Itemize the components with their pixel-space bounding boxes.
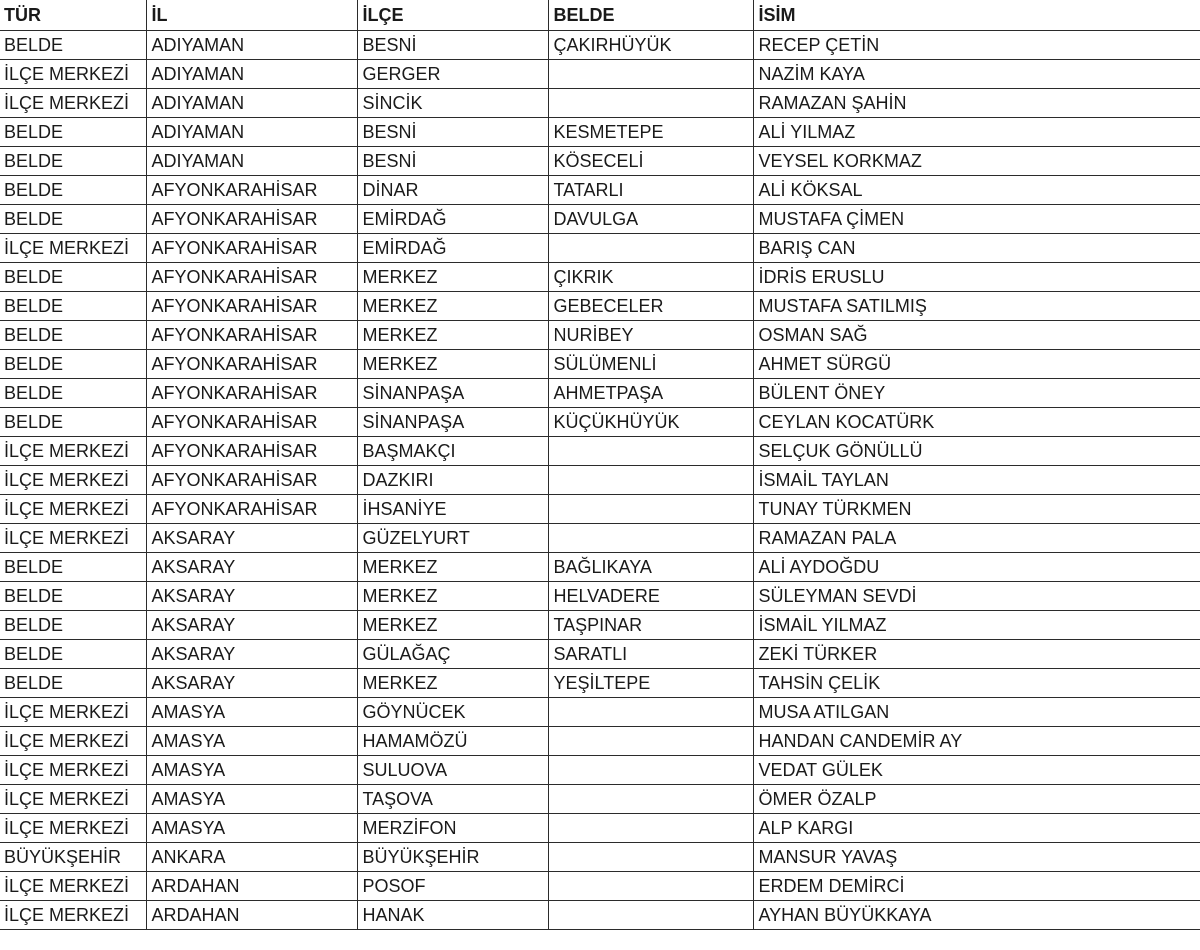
cell-tur: BELDE bbox=[0, 262, 146, 291]
cell-il: ARDAHAN bbox=[146, 871, 357, 900]
cell-tur: BÜYÜKŞEHİR bbox=[0, 842, 146, 871]
cell-ilce: DİNAR bbox=[357, 175, 548, 204]
cell-isim: TUNAY TÜRKMEN bbox=[753, 494, 1200, 523]
table-row bbox=[0, 146, 1200, 175]
cell-tur: BELDE bbox=[0, 175, 146, 204]
cell-ilce: SİNANPAŞA bbox=[357, 378, 548, 407]
cell-tur: İLÇE MERKEZİ bbox=[0, 784, 146, 813]
column-header-belde: BELDE bbox=[548, 0, 753, 30]
cell-belde bbox=[548, 59, 753, 88]
cell-isim: VEYSEL KORKMAZ bbox=[753, 146, 1200, 175]
cell-isim: MUSA ATILGAN bbox=[753, 697, 1200, 726]
cell-ilce: GERGER bbox=[357, 59, 548, 88]
cell-tur: BELDE bbox=[0, 668, 146, 697]
table-row bbox=[0, 175, 1200, 204]
cell-il: AKSARAY bbox=[146, 581, 357, 610]
cell-tur: İLÇE MERKEZİ bbox=[0, 900, 146, 929]
cell-il: ADIYAMAN bbox=[146, 30, 357, 59]
cell-tur: İLÇE MERKEZİ bbox=[0, 755, 146, 784]
table-row bbox=[0, 465, 1200, 494]
cell-il: AMASYA bbox=[146, 813, 357, 842]
column-header-il: İL bbox=[146, 0, 357, 30]
cell-ilce: GÜLAĞAÇ bbox=[357, 639, 548, 668]
column-header-ilce: İLÇE bbox=[357, 0, 548, 30]
cell-belde: KESMETEPE bbox=[548, 117, 753, 146]
header-row bbox=[0, 0, 1200, 30]
cell-il: AFYONKARAHİSAR bbox=[146, 233, 357, 262]
cell-il: AFYONKARAHİSAR bbox=[146, 407, 357, 436]
cell-isim: MANSUR YAVAŞ bbox=[753, 842, 1200, 871]
cell-ilce: MERKEZ bbox=[357, 291, 548, 320]
cell-tur: İLÇE MERKEZİ bbox=[0, 726, 146, 755]
table-header bbox=[0, 0, 1200, 30]
cell-il: AMASYA bbox=[146, 755, 357, 784]
cell-il: AFYONKARAHİSAR bbox=[146, 291, 357, 320]
cell-belde: AHMETPAŞA bbox=[548, 378, 753, 407]
cell-isim: İDRİS ERUSLU bbox=[753, 262, 1200, 291]
table-row bbox=[0, 697, 1200, 726]
cell-belde: ÇIKRIK bbox=[548, 262, 753, 291]
cell-belde bbox=[548, 784, 753, 813]
cell-il: ADIYAMAN bbox=[146, 117, 357, 146]
cell-ilce: EMİRDAĞ bbox=[357, 233, 548, 262]
cell-belde bbox=[548, 900, 753, 929]
cell-isim: RAMAZAN PALA bbox=[753, 523, 1200, 552]
cell-il: AMASYA bbox=[146, 726, 357, 755]
cell-isim: AHMET SÜRGÜ bbox=[753, 349, 1200, 378]
cell-ilce: BESNİ bbox=[357, 146, 548, 175]
cell-tur: İLÇE MERKEZİ bbox=[0, 494, 146, 523]
cell-tur: İLÇE MERKEZİ bbox=[0, 523, 146, 552]
table-row bbox=[0, 871, 1200, 900]
table-row bbox=[0, 900, 1200, 929]
cell-il: AFYONKARAHİSAR bbox=[146, 465, 357, 494]
cell-tur: İLÇE MERKEZİ bbox=[0, 813, 146, 842]
table-row bbox=[0, 755, 1200, 784]
table-row bbox=[0, 291, 1200, 320]
cell-isim: HANDAN CANDEMİR AY bbox=[753, 726, 1200, 755]
cell-ilce: BESNİ bbox=[357, 117, 548, 146]
cell-tur: İLÇE MERKEZİ bbox=[0, 88, 146, 117]
table-row bbox=[0, 726, 1200, 755]
cell-belde bbox=[548, 871, 753, 900]
cell-il: AFYONKARAHİSAR bbox=[146, 262, 357, 291]
cell-il: AMASYA bbox=[146, 784, 357, 813]
cell-isim: ÖMER ÖZALP bbox=[753, 784, 1200, 813]
table-row bbox=[0, 639, 1200, 668]
cell-il: ADIYAMAN bbox=[146, 146, 357, 175]
cell-il: AKSARAY bbox=[146, 639, 357, 668]
cell-belde: KÜÇÜKHÜYÜK bbox=[548, 407, 753, 436]
cell-il: ADIYAMAN bbox=[146, 59, 357, 88]
cell-isim: İSMAİL YILMAZ bbox=[753, 610, 1200, 639]
cell-tur: BELDE bbox=[0, 146, 146, 175]
cell-isim: NAZİM KAYA bbox=[753, 59, 1200, 88]
cell-isim: MUSTAFA SATILMIŞ bbox=[753, 291, 1200, 320]
cell-tur: BELDE bbox=[0, 30, 146, 59]
table-row bbox=[0, 523, 1200, 552]
cell-belde bbox=[548, 233, 753, 262]
cell-tur: İLÇE MERKEZİ bbox=[0, 465, 146, 494]
cell-belde: NURİBEY bbox=[548, 320, 753, 349]
cell-belde: TATARLI bbox=[548, 175, 753, 204]
cell-isim: ALİ KÖKSAL bbox=[753, 175, 1200, 204]
table-row bbox=[0, 407, 1200, 436]
cell-il: ANKARA bbox=[146, 842, 357, 871]
cell-il: ARDAHAN bbox=[146, 900, 357, 929]
cell-tur: BELDE bbox=[0, 117, 146, 146]
table-row bbox=[0, 610, 1200, 639]
table-row bbox=[0, 784, 1200, 813]
cell-tur: İLÇE MERKEZİ bbox=[0, 697, 146, 726]
cell-isim: VEDAT GÜLEK bbox=[753, 755, 1200, 784]
table-row bbox=[0, 30, 1200, 59]
cell-tur: BELDE bbox=[0, 320, 146, 349]
column-header-isim: İSİM bbox=[753, 0, 1200, 30]
cell-ilce: SULUOVA bbox=[357, 755, 548, 784]
cell-ilce: MERKEZ bbox=[357, 581, 548, 610]
cell-isim: SELÇUK GÖNÜLLÜ bbox=[753, 436, 1200, 465]
cell-isim: ALİ AYDOĞDU bbox=[753, 552, 1200, 581]
cell-tur: BELDE bbox=[0, 639, 146, 668]
cell-tur: BELDE bbox=[0, 204, 146, 233]
cell-isim: RECEP ÇETİN bbox=[753, 30, 1200, 59]
table-row bbox=[0, 117, 1200, 146]
cell-belde: BAĞLIKAYA bbox=[548, 552, 753, 581]
cell-il: AKSARAY bbox=[146, 523, 357, 552]
cell-ilce: DAZKIRI bbox=[357, 465, 548, 494]
cell-tur: İLÇE MERKEZİ bbox=[0, 59, 146, 88]
column-header-tur: TÜR bbox=[0, 0, 146, 30]
table-row bbox=[0, 668, 1200, 697]
cell-ilce: MERKEZ bbox=[357, 552, 548, 581]
cell-il: AFYONKARAHİSAR bbox=[146, 175, 357, 204]
cell-isim: MUSTAFA ÇİMEN bbox=[753, 204, 1200, 233]
cell-belde bbox=[548, 523, 753, 552]
cell-belde: ÇAKIRHÜYÜK bbox=[548, 30, 753, 59]
cell-ilce: HANAK bbox=[357, 900, 548, 929]
cell-belde: HELVADERE bbox=[548, 581, 753, 610]
cell-belde bbox=[548, 436, 753, 465]
cell-tur: BELDE bbox=[0, 581, 146, 610]
table-row bbox=[0, 378, 1200, 407]
table-row bbox=[0, 552, 1200, 581]
cell-isim: ALİ YILMAZ bbox=[753, 117, 1200, 146]
cell-belde bbox=[548, 726, 753, 755]
cell-ilce: BESNİ bbox=[357, 30, 548, 59]
cell-isim: ZEKİ TÜRKER bbox=[753, 639, 1200, 668]
cell-isim: ERDEM DEMİRCİ bbox=[753, 871, 1200, 900]
table-row bbox=[0, 813, 1200, 842]
table-row bbox=[0, 59, 1200, 88]
cell-ilce: MERZİFON bbox=[357, 813, 548, 842]
table-row bbox=[0, 842, 1200, 871]
cell-ilce: GÜZELYURT bbox=[357, 523, 548, 552]
cell-il: AFYONKARAHİSAR bbox=[146, 320, 357, 349]
cell-isim: İSMAİL TAYLAN bbox=[753, 465, 1200, 494]
cell-belde: KÖSECELİ bbox=[548, 146, 753, 175]
cell-il: AFYONKARAHİSAR bbox=[146, 494, 357, 523]
cell-tur: BELDE bbox=[0, 407, 146, 436]
cell-belde bbox=[548, 494, 753, 523]
cell-belde: SÜLÜMENLİ bbox=[548, 349, 753, 378]
cell-belde: YEŞİLTEPE bbox=[548, 668, 753, 697]
cell-il: AFYONKARAHİSAR bbox=[146, 378, 357, 407]
cell-belde bbox=[548, 465, 753, 494]
cell-il: AKSARAY bbox=[146, 552, 357, 581]
cell-ilce: BÜYÜKŞEHİR bbox=[357, 842, 548, 871]
cell-belde bbox=[548, 697, 753, 726]
cell-tur: BELDE bbox=[0, 552, 146, 581]
cell-ilce: MERKEZ bbox=[357, 668, 548, 697]
cell-il: AKSARAY bbox=[146, 668, 357, 697]
cell-tur: BELDE bbox=[0, 378, 146, 407]
cell-belde bbox=[548, 755, 753, 784]
table-row bbox=[0, 320, 1200, 349]
cell-isim: TAHSİN ÇELİK bbox=[753, 668, 1200, 697]
cell-isim: OSMAN SAĞ bbox=[753, 320, 1200, 349]
cell-ilce: TAŞOVA bbox=[357, 784, 548, 813]
cell-il: AFYONKARAHİSAR bbox=[146, 436, 357, 465]
cell-belde bbox=[548, 88, 753, 117]
cell-ilce: İHSANİYE bbox=[357, 494, 548, 523]
cell-tur: İLÇE MERKEZİ bbox=[0, 233, 146, 262]
cell-isim: AYHAN BÜYÜKKAYA bbox=[753, 900, 1200, 929]
cell-ilce: HAMAMÖZÜ bbox=[357, 726, 548, 755]
table-row bbox=[0, 262, 1200, 291]
cell-tur: BELDE bbox=[0, 291, 146, 320]
cell-ilce: MERKEZ bbox=[357, 320, 548, 349]
table-row bbox=[0, 581, 1200, 610]
table-row bbox=[0, 349, 1200, 378]
cell-ilce: BAŞMAKÇI bbox=[357, 436, 548, 465]
cell-belde: SARATLI bbox=[548, 639, 753, 668]
cell-belde bbox=[548, 813, 753, 842]
cell-ilce: MERKEZ bbox=[357, 610, 548, 639]
cell-il: ADIYAMAN bbox=[146, 88, 357, 117]
table-body bbox=[0, 30, 1200, 929]
cell-ilce: SİNCİK bbox=[357, 88, 548, 117]
table-row bbox=[0, 88, 1200, 117]
cell-isim: ALP KARGI bbox=[753, 813, 1200, 842]
cell-belde bbox=[548, 842, 753, 871]
table-row bbox=[0, 494, 1200, 523]
table-row bbox=[0, 436, 1200, 465]
cell-il: AFYONKARAHİSAR bbox=[146, 349, 357, 378]
table-row bbox=[0, 233, 1200, 262]
cell-ilce: POSOF bbox=[357, 871, 548, 900]
cell-belde: DAVULGA bbox=[548, 204, 753, 233]
cell-ilce: MERKEZ bbox=[357, 262, 548, 291]
cell-ilce: GÖYNÜCEK bbox=[357, 697, 548, 726]
cell-tur: İLÇE MERKEZİ bbox=[0, 871, 146, 900]
cell-belde: GEBECELER bbox=[548, 291, 753, 320]
table-row bbox=[0, 204, 1200, 233]
cell-tur: İLÇE MERKEZİ bbox=[0, 436, 146, 465]
cell-il: AKSARAY bbox=[146, 610, 357, 639]
cell-ilce: SİNANPAŞA bbox=[357, 407, 548, 436]
cell-ilce: MERKEZ bbox=[357, 349, 548, 378]
cell-belde: TAŞPINAR bbox=[548, 610, 753, 639]
cell-il: AFYONKARAHİSAR bbox=[146, 204, 357, 233]
cell-isim: RAMAZAN ŞAHİN bbox=[753, 88, 1200, 117]
cell-il: AMASYA bbox=[146, 697, 357, 726]
cell-isim: CEYLAN KOCATÜRK bbox=[753, 407, 1200, 436]
cell-tur: BELDE bbox=[0, 349, 146, 378]
cell-isim: SÜLEYMAN SEVDİ bbox=[753, 581, 1200, 610]
cell-ilce: EMİRDAĞ bbox=[357, 204, 548, 233]
cell-isim: BÜLENT ÖNEY bbox=[753, 378, 1200, 407]
cell-tur: BELDE bbox=[0, 610, 146, 639]
cell-isim: BARIŞ CAN bbox=[753, 233, 1200, 262]
